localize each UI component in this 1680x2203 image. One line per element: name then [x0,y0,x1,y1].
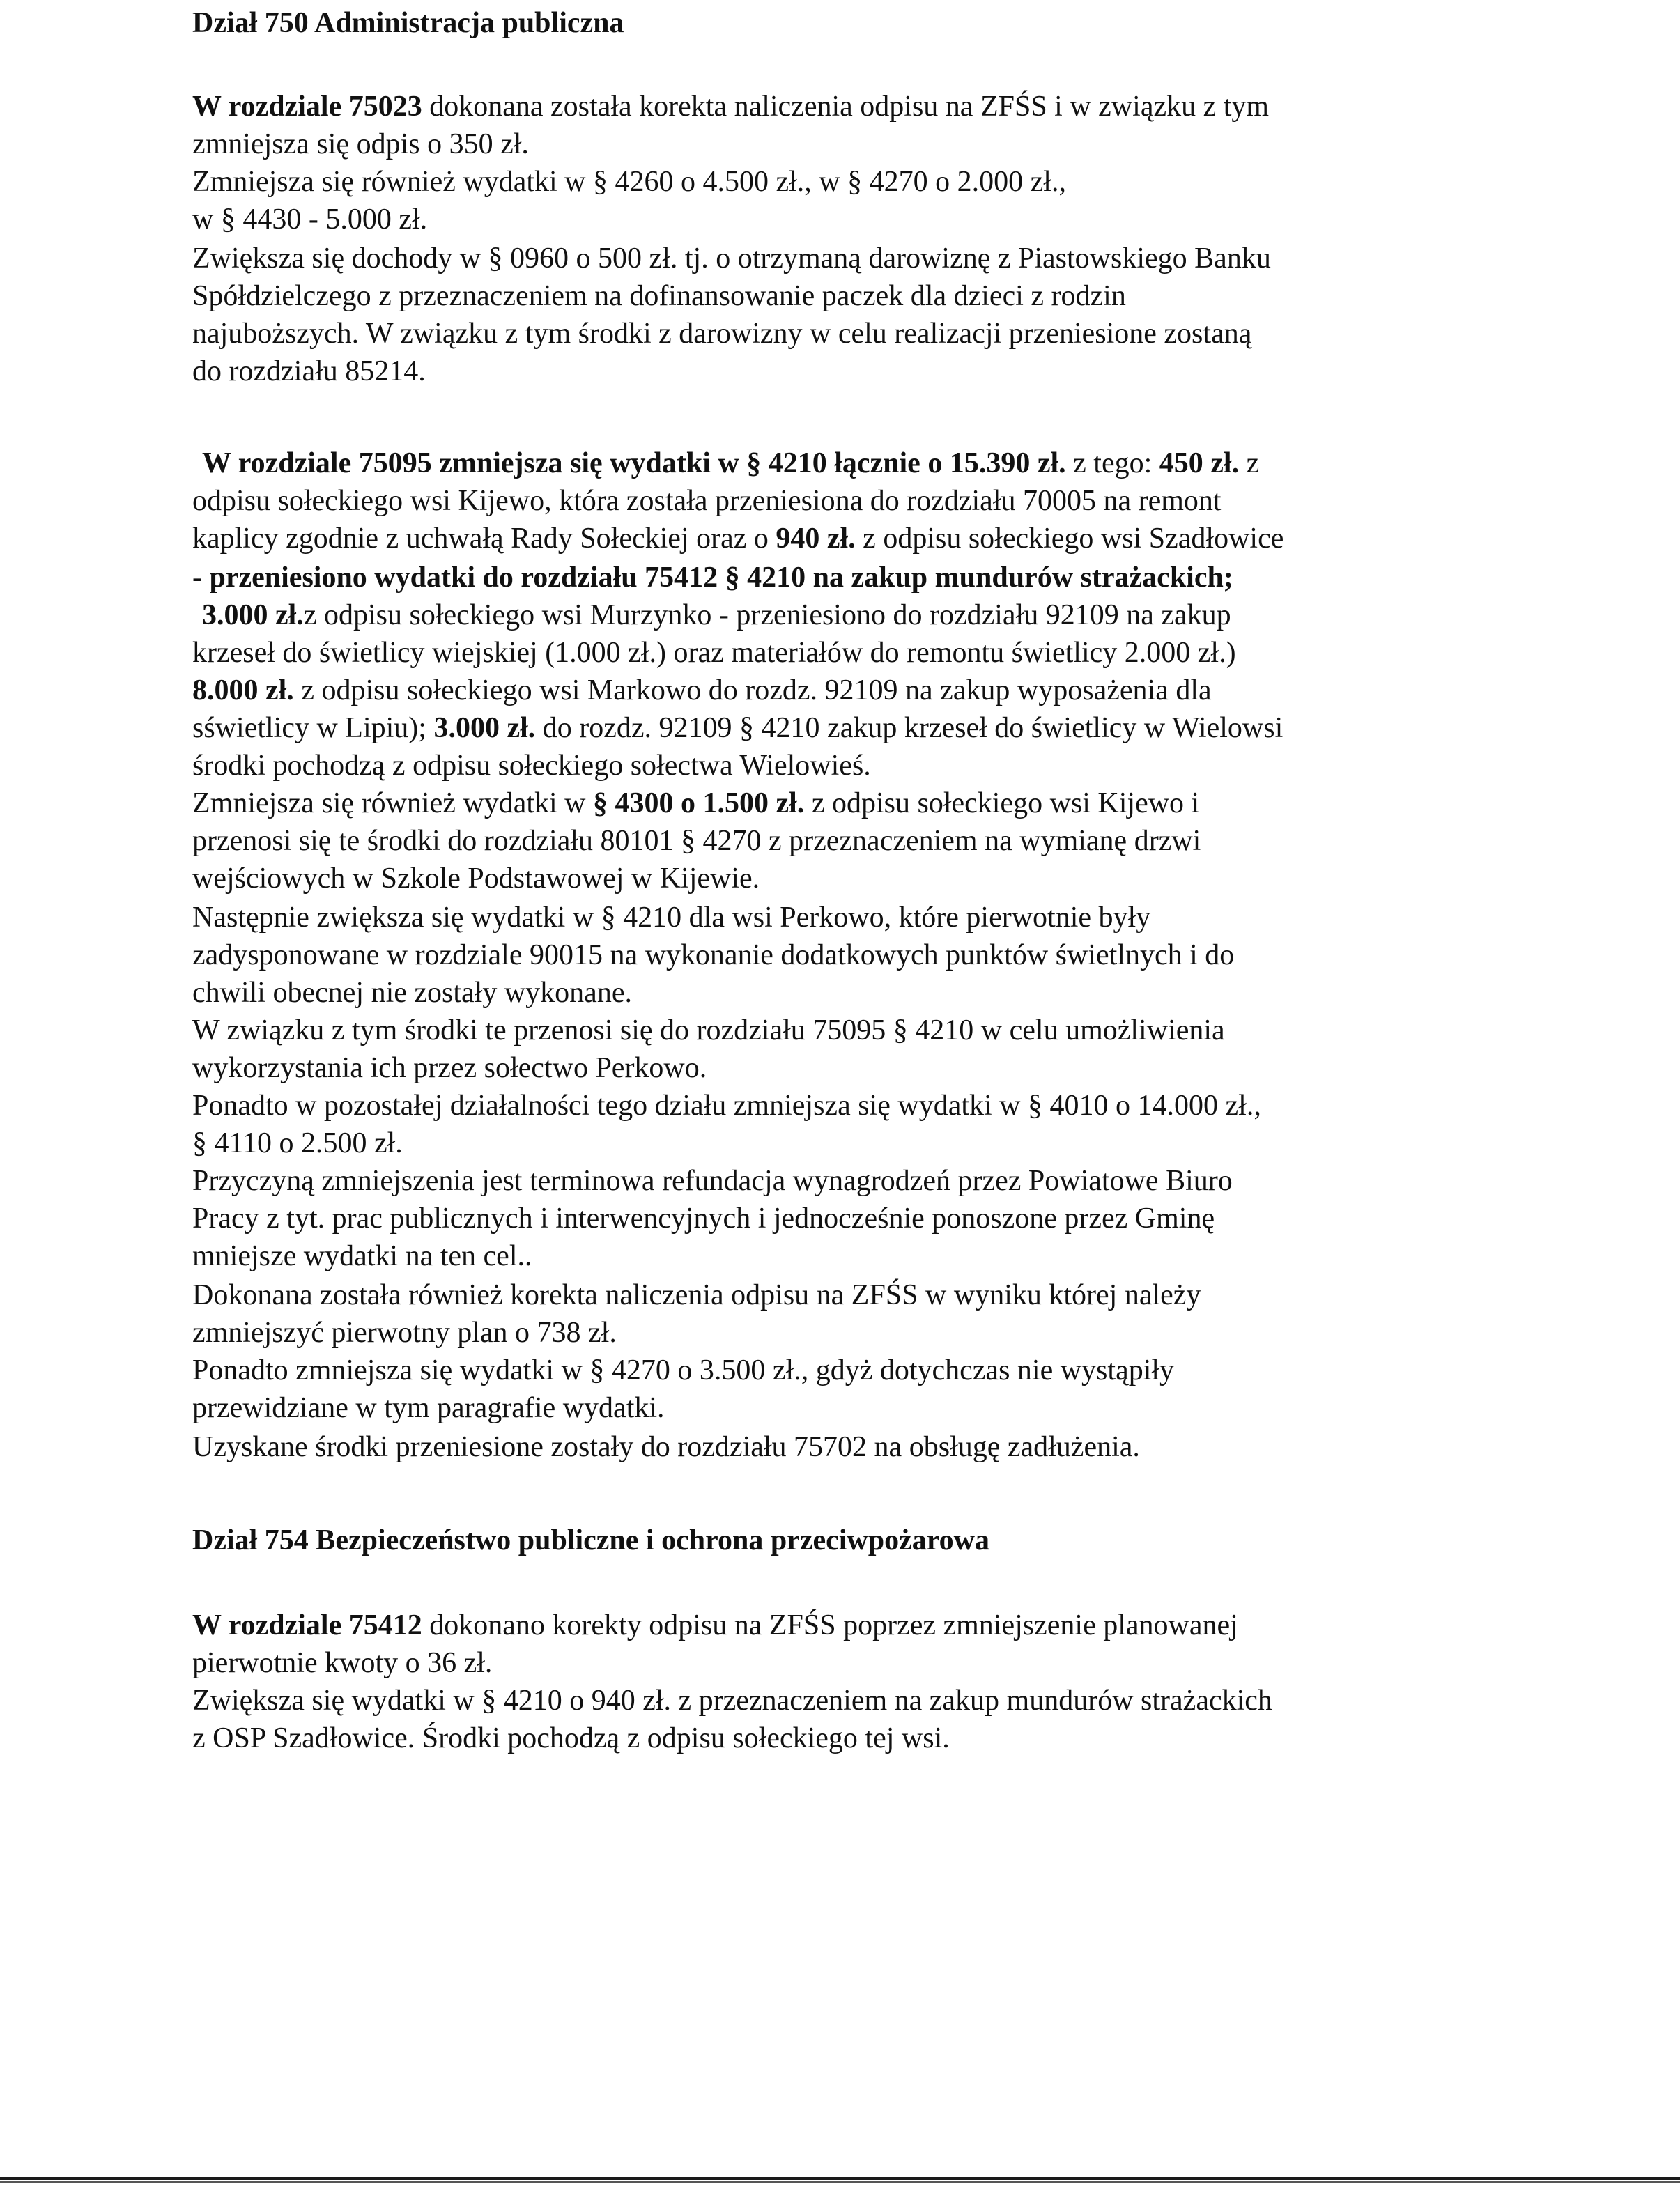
paragraph-line: zadysponowane w rozdziale 90015 na wykonanie dodatkowych punktów świetlnych i do [192,939,1235,971]
paragraph-line: zmniejsza się odpis o 350 zł. [192,128,529,160]
paragraph-line: środki pochodzą z odpisu sołeckiego sołectwa Wielowieś. [192,750,871,782]
bold-text: 8.000 zł. [192,674,294,706]
bottom-rule-thin [0,2181,1680,2183]
text: sświetlicy w Lipiu); [192,712,434,744]
text: dokonano korekty odpisu na ZFŚS poprzez zmniejszenie planowanej [422,1609,1238,1641]
paragraph-line [192,521,1284,556]
bold-text: § 4300 o 1.500 zł. [593,787,805,819]
paragraph-line: Zwiększa się dochody w § 0960 o 500 zł. tj. o otrzymaną darowiznę z Piastowskiego Banku [192,242,1271,275]
paragraph-line: Zmniejsza się również wydatki w § 4260 o 4.500 zł., w § 4270 o 2.000 zł., [192,166,1066,198]
paragraph-line: Spółdzielczego z przeznaczeniem na dofinansowanie paczek dla dzieci z rodzin [192,280,1126,312]
paragraph-line [202,446,1259,481]
bottom-rule [0,2177,1680,2180]
paragraph-line: Ponadto zmniejsza się wydatki w § 4270 o 3.500 zł., gdyż dotychczas nie wystąpiły [192,1354,1175,1386]
section-heading-754: Dział 754 Bezpieczeństwo publiczne i ochrona przeciwpożarowa [192,1524,989,1556]
section-heading-750: Dział 750 Administracja publiczna [192,7,624,39]
paragraph-line: przewidziane w tym paragrafie wydatki. [192,1392,665,1424]
paragraph-line: zmniejszyć pierwotny plan o 738 zł. [192,1317,617,1349]
bold-text: W rozdziale 75412 [192,1609,422,1641]
text: z odpisu sołeckiego wsi Szadłowice [855,523,1284,555]
bold-text: 3.000 zł. [433,712,536,744]
paragraph-line: z OSP Szadłowice. Środki pochodzą z odpisu sołeckiego tej wsi. [192,1722,950,1754]
paragraph-line: pierwotnie kwoty o 36 zł. [192,1647,493,1679]
paragraph-line: odpisu sołeckiego wsi Kijewo, która została przeniesiona do rozdziału 70005 na remont [192,485,1222,517]
text: z odpisu sołeckiego wsi Murzynko - przeniesiono do rozdziału 92109 na zakup [303,599,1231,631]
text: z odpisu sołeckiego wsi Kijewo i [804,787,1200,819]
bold-text: W rozdziale 75023 [192,91,422,123]
paragraph-line [192,673,1212,708]
paragraph-line [192,89,1269,124]
text: z tego: [1065,447,1159,479]
bold-text: 3.000 zł. [202,599,304,631]
paragraph-line: Zwiększa się wydatki w § 4210 o 940 zł. z przeznaczeniem na zakup mundurów strażackich [192,1685,1272,1717]
paragraph-line: § 4110 o 2.500 zł. [192,1127,403,1159]
paragraph-line: Pracy z tyt. prac publicznych i interwencyjnych i jednocześnie ponoszone przez Gminę [192,1203,1215,1235]
bold-text: W rozdziale 75095 zmniejsza się wydatki w § 4210 łącznie o 15.390 zł. [202,447,1066,479]
bold-text: 450 zł. [1159,447,1240,479]
paragraph-line [192,711,1283,745]
text: Zmniejsza się również wydatki w [192,787,593,819]
paragraph-line: przenosi się te środki do rozdziału 80101 § 4270 z przeznaczeniem na wymianę drzwi [192,825,1201,857]
text: do rozdz. 92109 § 4210 zakup krzeseł do świetlicy w Wielowsi [535,712,1284,744]
paragraph-line [192,786,1199,821]
paragraph-line: W związku z tym środki te przenosi się do rozdziału 75095 § 4210 w celu umożliwienia [192,1014,1225,1046]
text: z odpisu sołeckiego wsi Markowo do rozdz. 92109 na zakup wyposażenia dla [293,674,1212,706]
paragraph-line: najuboższych. W związku z tym środki z darowizny w celu realizacji przeniesione zostaną [192,318,1252,350]
paragraph-line: Dokonana została również korekta naliczenia odpisu na ZFŚS w wyniku której należy [192,1279,1201,1311]
paragraph-line: wejściowych w Szkole Podstawowej w Kijewie. [192,863,760,895]
paragraph-line [192,560,1233,595]
bold-text: - przeniesiono wydatki do rozdziału 75412 § 4210 na zakup mundurów strażackich; [192,562,1233,594]
bold-text: 940 zł. [776,523,856,555]
paragraph-line: chwili obecnej nie zostały wykonane. [192,977,632,1009]
paragraph-line: wykorzystania ich przez sołectwo Perkowo. [192,1052,707,1084]
document-page [192,0,1565,2203]
text: kaplicy zgodnie z uchwałą Rady Sołeckiej oraz o [192,523,776,555]
paragraph-line: krzeseł do świetlicy wiejskiej (1.000 zł.) oraz materiałów do remontu świetlicy 2.000 zł.) [192,637,1236,669]
paragraph-line: Ponadto w pozostałej działalności tego działu zmniejsza się wydatki w § 4010 o 14.000 zł., [192,1090,1261,1122]
paragraph-line: w § 4430 - 5.000 zł. [192,203,428,235]
text: z [1239,447,1260,479]
paragraph-line: Następnie zwiększa się wydatki w § 4210 dla wsi Perkowo, które pierwotnie były [192,902,1151,934]
text: dokonana została korekta naliczenia odpisu na ZFŚS i w związku z tym [422,91,1270,123]
paragraph-line: mniejsze wydatki na ten cel.. [192,1240,532,1272]
paragraph-line: Przyczyną zmniejszenia jest terminowa refundacja wynagrodzeń przez Powiatowe Biuro [192,1165,1233,1197]
paragraph-line: Uzyskane środki przeniesione zostały do rozdziału 75702 na obsługę zadłużenia. [192,1431,1140,1463]
paragraph-line [192,1608,1238,1643]
paragraph-line [202,598,1231,633]
paragraph-line: do rozdziału 85214. [192,355,426,387]
